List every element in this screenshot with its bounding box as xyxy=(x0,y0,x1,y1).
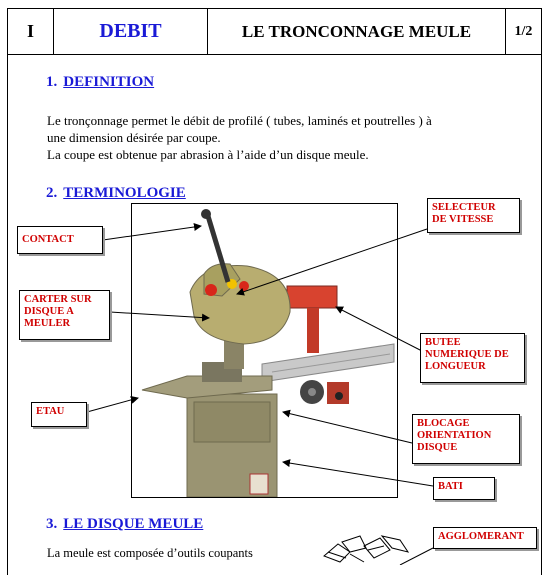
definition-line: une dimension désirée par coupe. xyxy=(47,130,221,145)
abrasive-grains-sketch xyxy=(320,534,415,565)
definition-line: La coupe est obtenue par abrasion à l’aide d’un disque meule. xyxy=(47,147,369,162)
label-contact: CONTACT xyxy=(17,226,103,254)
document-title: LE TRONCONNAGE MEULE xyxy=(208,9,506,54)
label-selecteur: SELECTEUR DE VITESSE xyxy=(427,198,520,233)
definition-line: Le tronçonnage permet le débit de profilé ( tubes, laminés et poutrelles ) à xyxy=(47,113,432,128)
page-number: 1/2 xyxy=(514,23,533,39)
label-blocage: BLOCAGE ORIENTATION DISQUE xyxy=(412,414,520,464)
label-bati: BATI xyxy=(433,477,495,500)
section-definition-heading: 1. DEFINITION xyxy=(46,74,155,90)
label-etau: ETAU xyxy=(31,402,87,427)
chapter-category: DEBIT xyxy=(54,9,208,54)
disque-paragraph: La meule est composée d’outils coupants xyxy=(47,546,253,560)
label-butee: BUTEE NUMERIQUE DE LONGUEUR xyxy=(420,333,525,383)
section-disque-heading: 3. LE DISQUE MEULE xyxy=(46,516,204,532)
chapter-number: I xyxy=(8,9,54,54)
section-terminologie-heading: 2. TERMINOLOGIE xyxy=(46,185,186,201)
label-carter: CARTER SUR DISQUE A MEULER xyxy=(19,290,110,340)
label-agglomerant: AGGLOMERANT xyxy=(433,527,537,549)
